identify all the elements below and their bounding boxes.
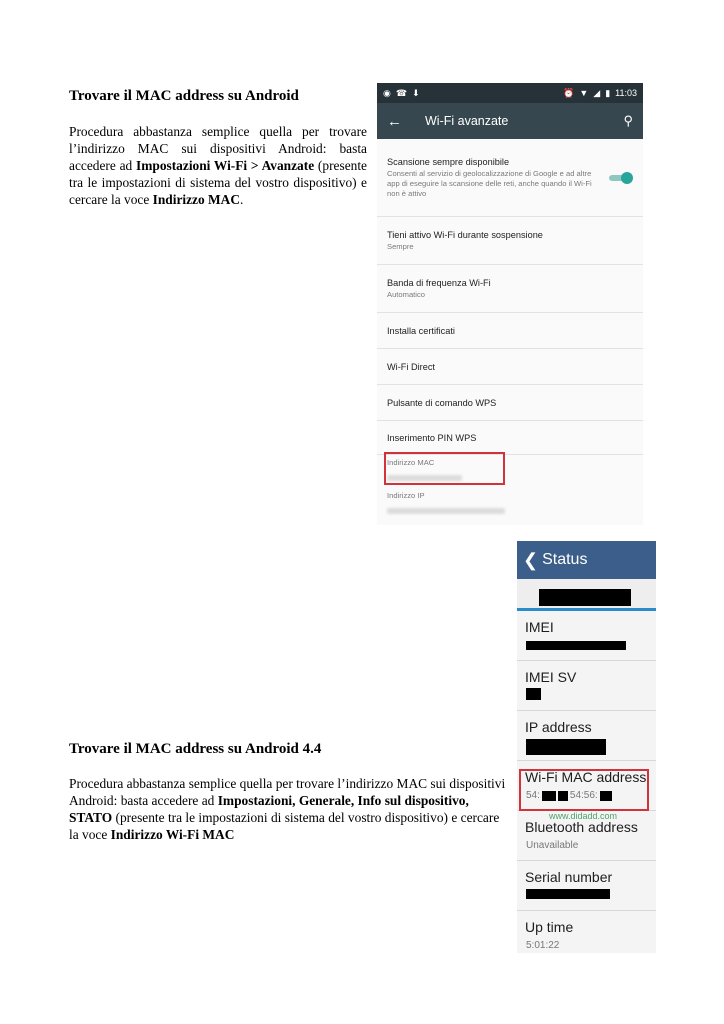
watermark: www.didadd.com (549, 811, 618, 821)
redacted-bar (526, 889, 610, 899)
battery-icon: ▮ (605, 87, 611, 98)
setting-subtitle: Automatico (387, 289, 425, 299)
status-item-label: Wi-Fi MAC address (525, 769, 647, 785)
redacted-bar (526, 739, 606, 755)
text-run: (presente tra le impostazioni di sistema del vostro dispositivo) e cercare la voce (69, 810, 500, 842)
download-icon: ⬇ (412, 87, 420, 98)
redacted-bar (526, 641, 626, 650)
scan-toggle[interactable] (607, 172, 633, 184)
setting-title: Banda di frequenza Wi-Fi (387, 277, 491, 288)
setting-wps-pin[interactable] (377, 421, 643, 455)
app-bar-title: Wi-Fi avanzate (425, 114, 509, 128)
mac-address-label: Indirizzo MAC (387, 458, 435, 467)
bold-run: Impostazioni, Generale, Info sul dispositivo, STATO (69, 793, 469, 825)
status-item-ip-address (517, 711, 656, 761)
redacted-bar (526, 688, 541, 700)
alarm-icon: ⏰ (563, 87, 575, 98)
status-item-label: Serial number (525, 869, 613, 885)
signal-icon: ◢ (593, 87, 601, 98)
setting-subtitle: Consenti al servizio di geolocalizzazione di Google e ad altre app di eseguire la scansione delle reti, anche quando il Wi-Fi non è attivo (387, 168, 592, 198)
whatsapp-icon: ☎ (395, 87, 408, 98)
wifi-mac-value: 54: 54:56: (526, 790, 612, 801)
status-item-label: Up time (525, 919, 574, 935)
setting-scan-always[interactable] (377, 139, 643, 217)
ip-address-label: Indirizzo IP (387, 491, 425, 500)
chevron-left-icon[interactable]: ❮ (523, 549, 539, 570)
redacted-bar (539, 589, 631, 606)
status-title: Status (542, 551, 588, 568)
setting-install-certificates[interactable] (377, 313, 643, 349)
setting-title: Scansione sempre disponibile (387, 156, 510, 167)
status-band (517, 579, 656, 608)
setting-wps-button[interactable] (377, 385, 643, 421)
ip-address-value-redacted (387, 501, 505, 519)
status-header (517, 541, 656, 579)
status-item-label: Bluetooth address (525, 819, 638, 835)
status-item-value: 5:01:22 (526, 940, 560, 951)
setting-title: Pulsante di comando WPS (387, 397, 497, 408)
setting-frequency-band[interactable] (377, 265, 643, 313)
setting-wifi-direct[interactable] (377, 349, 643, 385)
setting-title: Tieni attivo Wi-Fi durante sospensione (387, 229, 543, 240)
bold-run: Indirizzo Wi-Fi MAC (110, 827, 235, 842)
status-time: 11:03 (615, 88, 637, 98)
status-item-imei-sv (517, 661, 656, 711)
setting-keep-wifi-on[interactable] (377, 217, 643, 265)
app-bar (377, 103, 643, 139)
setting-title: Installa certificati (387, 325, 455, 336)
status-item-label: IP address (525, 719, 592, 735)
ip-address-item (387, 489, 505, 525)
setting-subtitle: Sempre (387, 241, 414, 251)
status-item-uptime (517, 911, 656, 953)
status-item-imei (517, 611, 656, 661)
bold-run: Indirizzo MAC (152, 192, 241, 207)
section1-paragraph (69, 123, 367, 208)
section1-heading: Trovare il MAC address su Android (69, 88, 299, 104)
setting-title: Wi-Fi Direct (387, 361, 435, 372)
setting-title: Inserimento PIN WPS (387, 432, 477, 443)
mac-highlight-box (384, 452, 505, 485)
status-item-label: IMEI (525, 619, 554, 635)
search-icon[interactable]: ⚲ (623, 113, 633, 128)
status-screenshot (517, 541, 656, 953)
wifi-advanced-screenshot (377, 83, 643, 525)
status-item-label: IMEI SV (525, 669, 577, 685)
text-run: Procedura abbastanza semplice quella per trovare l’indirizzo MAC sui dispositivi Android: basta accedere ad (69, 124, 367, 173)
text-run: Procedura abbastanza semplice quella per trovare l’indirizzo MAC sui dispositivi Android: basta accedere ad (69, 776, 506, 808)
chat-icon: ◉ (383, 87, 391, 98)
bold-run: Impostazioni Wi-Fi > Avanzate (136, 158, 315, 173)
ip-address-value-redacted-2 (387, 522, 505, 525)
status-bar (377, 83, 643, 103)
wifi-mac-highlight-box (519, 769, 649, 811)
text-run: (presente tra le impostazioni di sistema del vostro dispositivo) e cercare la voce (69, 158, 367, 207)
status-item-value: Unavailable (526, 840, 579, 851)
text-run: . (240, 192, 244, 207)
section2-paragraph (69, 775, 509, 843)
status-item-serial (517, 861, 656, 911)
section2-heading: Trovare il MAC address su Android 4.4 (69, 741, 322, 757)
back-arrow-icon[interactable]: ← (387, 112, 402, 130)
wifi-icon: ▼ (579, 88, 589, 98)
